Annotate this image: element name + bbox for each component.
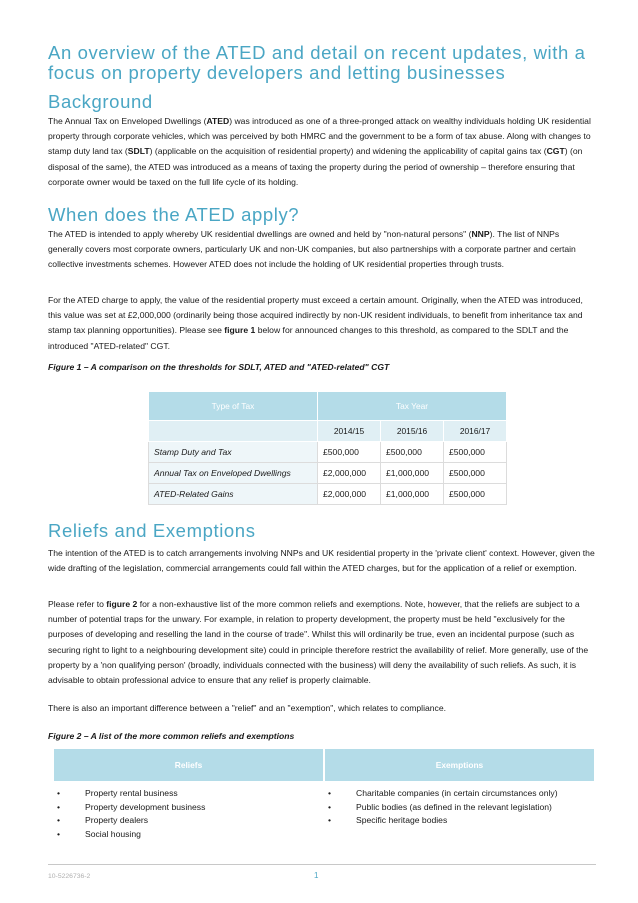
reliefs-paragraph-2 <box>48 597 596 688</box>
figure-2-caption: Figure 2 – A list of the more common reliefs and exemptions <box>48 731 295 741</box>
list-item: • Specific heritage bodies <box>324 814 595 828</box>
exemptions-header: Exemptions <box>324 748 595 782</box>
footer-divider <box>48 864 596 865</box>
table-row <box>149 442 507 463</box>
document-id: 10-5226736-2 <box>48 873 91 880</box>
cell-value: £500,000 <box>444 484 507 505</box>
exemptions-cell <box>324 782 595 841</box>
cell-value: £1,000,000 <box>381 484 444 505</box>
figure-1-caption: Figure 1 – A comparison on the thresholds for SDLT, ATED and "ATED-related" CGT <box>48 362 390 372</box>
heading-when-ated-applies: When does the ATED apply? <box>48 204 300 225</box>
cell-value: £2,000,000 <box>318 463 381 484</box>
year-2014-15: 2014/15 <box>318 421 381 442</box>
list-item: • Property dealers <box>53 814 324 828</box>
cell-value: £500,000 <box>381 442 444 463</box>
cell-value: £1,000,000 <box>381 463 444 484</box>
tax-year-header: Tax Year <box>318 392 507 421</box>
table-row <box>149 484 507 505</box>
row-label: ATED-Related Gains <box>149 484 318 505</box>
when-text-1: The ATED is intended to apply whereby UK residential dwellings are owned and held by "non-natural persons" (NNP). The list of NNPs generally covers most corporate owners, particularly UK and non-UK companies, but also partnerships with a corporate partner and certain collective investments schemes. However ATED does not include the holding of UK residential properties through trusts. <box>48 229 576 270</box>
cell-value: £500,000 <box>444 463 507 484</box>
type-of-tax-header: Type of Tax <box>149 392 318 421</box>
reliefs-cell <box>53 782 324 841</box>
list-item: • Property development business <box>53 801 324 815</box>
when-paragraph-2 <box>48 293 596 354</box>
page-number: 1 <box>314 871 319 880</box>
list-item: • Public bodies (as defined in the relevant legislation) <box>324 801 595 815</box>
threshold-comparison-table <box>148 391 507 505</box>
background-text: The Annual Tax on Enveloped Dwellings (ATED) was introduced as one of a three-pronged attack on wealthy individuals holding UK residential property through corporate vehicles, which was perceived by both HMRC and the government to be a form of tax abuse. Along with changes to stamp duty land tax (SDLT) (applicable on the acquisition of residential property) and widening the applicability of capital gains tax (CGT) (on disposal of the same), the ATED was introduced as a means of taxing the property during the period of ownership – therefore ensuring that corporate owner would be taxed on the full life cycle of its holding. <box>48 116 591 187</box>
reliefs-header: Reliefs <box>53 748 324 782</box>
list-item: • Social housing <box>53 828 324 842</box>
row-label: Stamp Duty and Tax <box>149 442 318 463</box>
reliefs-text-2: Please refer to figure 2 for a non-exhaustive list of the more common reliefs and exemptions. Note, however, that the reliefs are subject to a number of potential traps for the unwary. For example, in relation to property development, the property must be held "exclusively for the purposes of developing and reselling the land in the course of trade". Whilst this will ordinarily be true, even an incidental purpose (such as securing right to light to a neighbouring development site) could in principle therefore restrict the availability of relief. More generally, use of the property by a 'non qualifying person' (broadly, individuals connected with the business) will deny the availability of such reliefs. As such, it is advisable to obtain professional advice to ensure that any relief is properly claimable. <box>48 599 589 686</box>
exemptions-list <box>324 787 595 828</box>
document-title: An overview of the ATED and detail on recent updates, with a focus on property developers and letting businesses <box>48 42 586 83</box>
reliefs-paragraph-3: There is also an important difference between a "relief" and an "exemption", which relates to compliance. <box>48 703 447 713</box>
year-row-blank-cell <box>149 421 318 442</box>
cell-value: £500,000 <box>444 442 507 463</box>
year-2016-17: 2016/17 <box>444 421 507 442</box>
when-text-2: For the ATED charge to apply, the value of the residential property must exceed a certain amount. Originally, when the ATED was introduced, this value was set at £2,000,000 (ordinarily being those acquired indirectly by non-UK resident individuals, to benefit from inheritance tax and stamp tax planning opportunities). Please see figure 1 below for announced changes to this threshold, as compared to the SDLT and the introduced "ATED-related" CGT. <box>48 295 583 351</box>
reliefs-text-1: The intention of the ATED is to catch arrangements involving NNPs and UK residential property in the 'private client' context. However, given the wide drafting of the legislation, commercial arrangements could fall within the ATED charges, but for the application of a relief or exemption. <box>48 548 595 574</box>
heading-background: Background <box>48 91 153 112</box>
list-item: • Charitable companies (in certain circumstances only) <box>324 787 595 801</box>
when-paragraph-1 <box>48 227 596 273</box>
heading-reliefs-exemptions: Reliefs and Exemptions <box>48 520 256 541</box>
cell-value: £500,000 <box>318 442 381 463</box>
table-row <box>149 463 507 484</box>
reliefs-list <box>53 787 324 841</box>
reliefs-exemptions-table <box>52 747 596 841</box>
row-label: Annual Tax on Enveloped Dwellings <box>149 463 318 484</box>
background-paragraph <box>48 114 596 190</box>
cell-value: £2,000,000 <box>318 484 381 505</box>
list-item: • Property rental business <box>53 787 324 801</box>
year-2015-16: 2015/16 <box>381 421 444 442</box>
reliefs-paragraph-1 <box>48 546 596 576</box>
